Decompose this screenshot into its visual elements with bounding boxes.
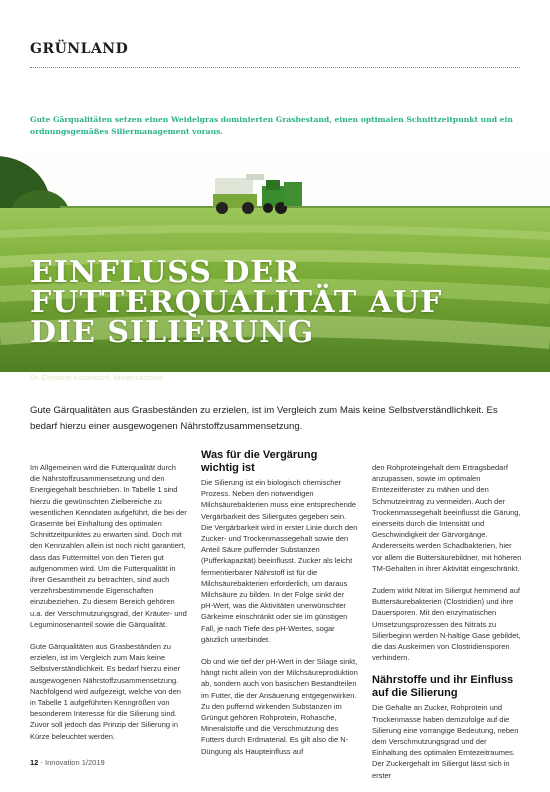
title-line: FUTTERQUALITÄT AUF (30, 285, 443, 320)
intro-text: Gute Gärqualitäten setzen einen Weidelgras dominierten Grasbestand, einen optimalen Schnittzeitpunkt und ein ordnungsgemäßes Siliermanagement voraus. (30, 115, 513, 136)
paragraph: Zudem wirkt Nitrat im Siliergut hemmend auf Buttersäurebakterien (Clostridien) und ihre Dauersporen. Mit den enzymatischen Umsetzungsprozessen des Nitrats zu Silierbeginn werden N-haltige Gase gebildet, die das Auskeimen von Clostridiensporen verhindern. (372, 586, 521, 663)
paragraph: Die Gehalte an Zucker, Rohprotein und Trockenmasse haben demzufolge auf die Silierung eine vorrangige Bedeutung, neben dem Verschmutzungsgrad und der Einhaltung des optimalen Erntezeitraumes. Der Zuckergehalt im Siliergut lässt sich in erster (372, 703, 519, 780)
lead-paragraph: Gute Gärqualitäten aus Grasbeständen zu erzielen, ist im Vergleich zum Mais keine Selbstverständlichkeit. Es bedarf hierzu einer ausgewogenen Nährstoffzusammensetzung. (30, 405, 498, 432)
title-line: DIE SILIERUNG (30, 315, 315, 350)
paragraph: Ob und wie tief der pH-Wert in der Silage sinkt, hängt nicht allein von der Milchsäureproduktion ab, sondern auch von basischen Bestandteilen im Futter, die der Ansäuerung entgegenwirken. Zu den puffernd wirkenden Substanzen im Grüngut gehören Rohprotein, Rohasche, Mineralstoffe und die Verschmutzung des Futters durch Erdmaterial. Es gilt also die N-Düngung als Haupteinfluss auf (201, 657, 358, 756)
author-credit: Dr. Christine Kalzendorf, Niedersachsen (30, 373, 164, 382)
column-3 (372, 462, 522, 792)
section-label: GRÜNLAND (30, 41, 129, 57)
column-1 (30, 462, 187, 753)
issue-label: Innovation 1/2019 (45, 758, 105, 767)
article-title (30, 255, 490, 350)
paragraph: Im Allgemeinen wird die Futterqualität durch die Nährstoffzusammensetzung und den Energiegehalt beschrieben. In Tabelle 1 sind hierzu die gewünschten Zielbereiche zu wesentlichen Kenndaten aufgeführt, die bei der Grasernte bei Einhaltung des optimalen Schnittzeitpunktes zu erwarten sind. Doch mit den Kennzahlen allein ist noch nicht garantiert, dass das Futtermittel von den Tieren gut aufgenommen wird. Um die Futterqualität in ihrer Gesamtheit zu betrachten, sind auch verzehrsbestimmende Eigenschaften einzubeziehen. Zu diesem Bereich gehören u.a. der Verschmutzungsgrad, der Kräuter- und Leguminosenanteil sowie die Gärqualität. (30, 463, 187, 629)
paragraph: den Rohproteingehalt dem Ertragsbedarf anzupassen, sowie im optimalen Erntezeitfenster zu mähen und den Schmutzeintrag zu vermeiden. Auch der Trockenmassegehalt beeinflusst die Gärung, einerseits durch die Intensität und Geschwindigkeit der Gärvorgänge. Andererseits werden Schadbakterien, hier vor allem die Buttersäurebildner, mit höheren TM-Gehalten in ihrer Aktivität eingeschränkt. (372, 463, 522, 573)
divider-line (30, 67, 520, 68)
title-line: EINFLUSS DER (30, 255, 301, 290)
section-heading: Nährstoffe und ihr Einfluss auf die Silierung (372, 674, 514, 700)
column-2 (201, 449, 358, 768)
paragraph: Gute Gärqualitäten aus Grasbeständen zu erzielen, ist im Vergleich zum Mais keine Selbstverständlichkeit. Es bedarf hierzu einer ausgewogenen Nährstoffzusammensetzung. Nachfolgend wird aufgezeigt, welche von den in Tabelle 1 aufgeführten Kenngrößen von besonderem Interesse für die Silierung sind. Zuvor soll jedoch das Prinzip der Silierung in Kürze beleuchtet werden. (30, 642, 181, 741)
paragraph: Die Silierung ist ein biologisch chemischer Prozess. Neben den notwendigen Milchsäurebakterien muss eine entsprechende Vergärbarkeit des Siliergutes gegeben sein. Die Vergärbarkeit wird in erster Linie durch den Zucker- und Trockenmassegehalt sowie den Anteil Säure puffernder Substanzen (Pufferkapazität) beeinflusst. Zucker als leicht fermentierbarer Nährstoff ist für die Milchsäurebakterien erforderlich, um daraus Milchsäure zu bilden. In der Folge sinkt der pH-Wert, was die Aktivitäten unerwünschter Gärkeime einschränkt oder sie im günstigen Fall, je nach Tiefe des pH-Wertes, sogar gänzlich unterbindet. (201, 478, 358, 644)
section-heading: Was für die Vergärung wichtig ist (201, 449, 318, 474)
footer-separator: · (40, 758, 43, 767)
page-footer (30, 758, 105, 767)
page-number: 12 (30, 758, 39, 767)
